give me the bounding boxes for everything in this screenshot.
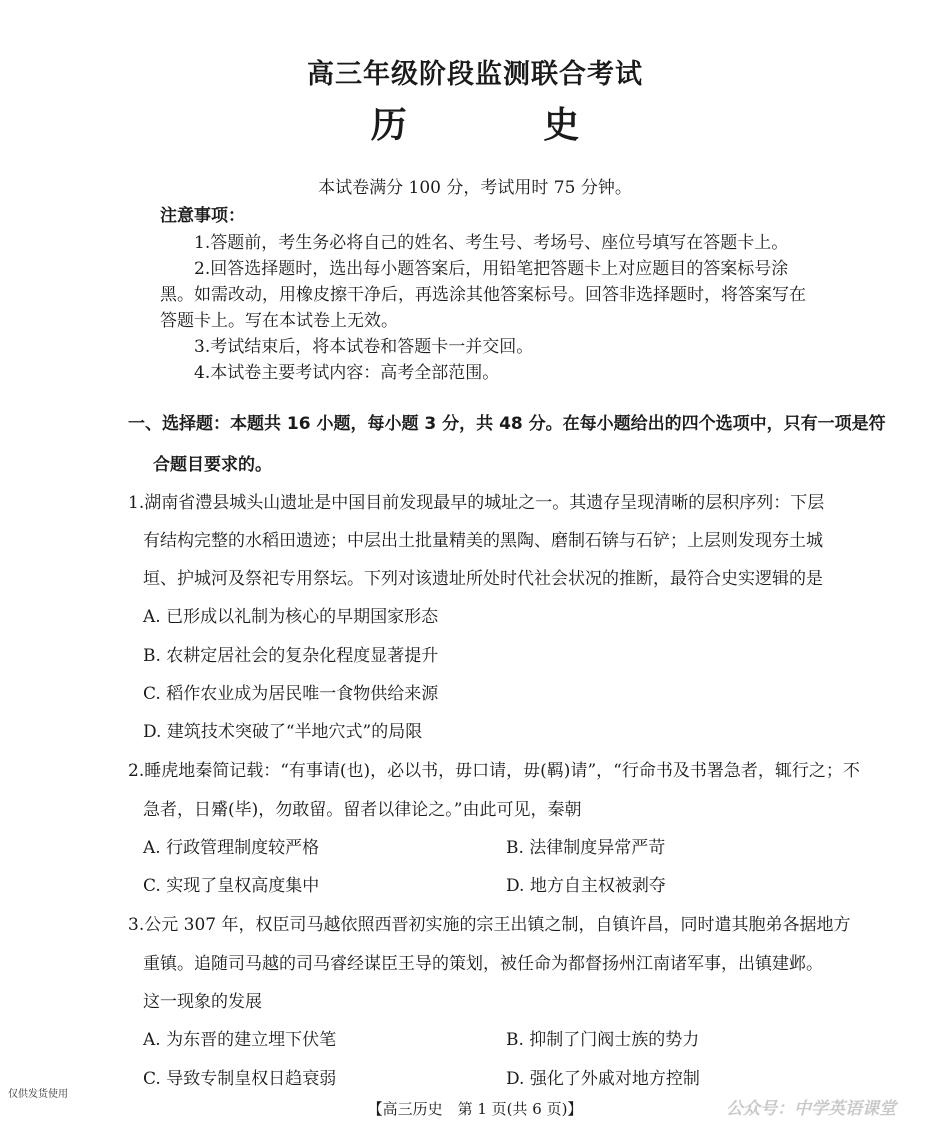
section-1-instruction-line-2: 合题目要求的。 [153, 455, 272, 475]
question-1-option-a: A. 已形成以礼制为核心的早期国家形态 [143, 607, 439, 627]
question-2-option-b: B. 法律制度异常严苛 [506, 838, 666, 858]
question-3-line-2: 重镇。追随司马越的司马睿经谋臣王导的策划，被任命为都督扬州江南诸军事，出镇建邺。 [143, 954, 823, 974]
watermark-text: 公众号：中学英语课堂 [726, 1099, 896, 1119]
question-2-option-a: A. 行政管理制度较严格 [143, 838, 320, 858]
question-2-line-2: 急者，日觱(毕)，勿敢留。留者以律论之。”由此可见，秦朝 [143, 800, 582, 820]
question-1-option-d: D. 建筑技术突破了“半地穴式”的局限 [143, 722, 423, 742]
question-2-option-c: C. 实现了皇权高度集中 [143, 876, 320, 896]
question-3-option-d: D. 强化了外戚对地方控制 [506, 1069, 700, 1089]
notice-item-3: 3.考试结束后，将本试卷和答题卡一并交回。 [194, 337, 534, 357]
notice-item-1: 1.答题前，考生务必将自己的姓名、考生号、考场号、座位号填写在答题卡上。 [194, 233, 789, 253]
notice-item-2-line-1: 2.回答选择题时，选出每小题答案后，用铅笔把答题卡上对应题目的答案标号涂 [194, 259, 789, 279]
exam-info: 本试卷满分 100 分，考试用时 75 分钟。 [318, 178, 632, 198]
question-3-line-1: 3.公元 307 年，权臣司马越依照西晋初实施的宗王出镇之制，自镇许昌，同时遣其胞弟各据地方 [128, 915, 851, 935]
question-2-option-d: D. 地方自主权被剥夺 [506, 876, 666, 896]
notice-item-2-line-3: 答题卡上。写在本试卷上无效。 [160, 311, 398, 331]
question-1-line-3: 垣、护城河及祭祀专用祭坛。下列对该遗址所处时代社会状况的推断，最符合史实逻辑的是 [143, 569, 823, 589]
question-3-line-3: 这一现象的发展 [143, 992, 262, 1012]
exam-title: 高三年级阶段监测联合考试 [307, 59, 643, 90]
question-1-option-b: B. 农耕定居社会的复杂化程度显著提升 [143, 646, 439, 666]
notice-heading: 注意事项： [160, 206, 245, 226]
section-1-instruction-line-1: 一、选择题：本题共 16 小题，每小题 3 分，共 48 分。在每小题给出的四个选项中，只有一项是符 [128, 414, 886, 434]
question-3-option-c: C. 导致专制皇权日趋衰弱 [143, 1069, 337, 1089]
distribution-note: 仅供发货使用 [8, 1089, 68, 1100]
question-1-option-c: C. 稻作农业成为居民唯一食物供给来源 [143, 684, 439, 704]
question-2-line-1: 2.睡虎地秦简记载：“有事请(也)，必以书，毋口请，毋(羁)请”，“行命书及书署急者，辄行之；不 [128, 761, 860, 781]
subject-title: 历 史 [370, 105, 642, 146]
question-1-line-2: 有结构完整的水稻田遗迹；中层出土批量精美的黑陶、磨制石锛与石铲；上层则发现夯土城 [143, 531, 823, 551]
page-number-label: 【高三历史 第 1 页(共 6 页)】 [367, 1100, 583, 1118]
notice-item-4: 4.本试卷主要考试内容：高考全部范围。 [194, 363, 500, 383]
question-1-line-1: 1.湖南省澧县城头山遗址是中国目前发现最早的城址之一。其遗存呈现清晰的层积序列：下层 [128, 493, 825, 513]
notice-item-2-line-2: 黑。如需改动，用橡皮擦干净后，再选涂其他答案标号。回答非选择题时，将答案写在 [160, 285, 806, 305]
question-3-option-b: B. 抑制了门阀士族的势力 [506, 1030, 700, 1050]
question-3-option-a: A. 为东晋的建立埋下伏笔 [143, 1030, 337, 1050]
